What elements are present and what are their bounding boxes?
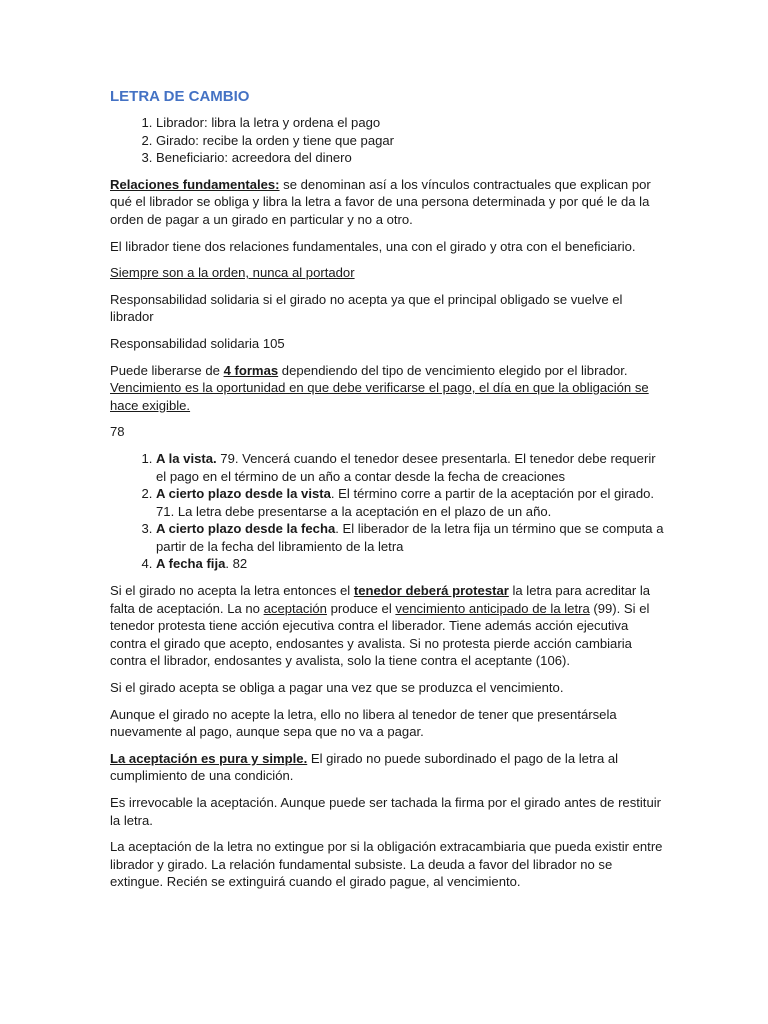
paragraph-protesto	[110, 582, 668, 670]
text-segment: produce el	[326, 600, 396, 616]
text-relaciones: se denominan así a los vínculos contractuales que explican por qué el librador se obliga y libra la letra a favor de una persona determinada y por qué le da la orden de pagar a un girado en particular y no a otro.	[110, 176, 651, 227]
vencimiento-definition: Vencimiento es la oportunidad en que debe verificarse el pago, el día en que la obligación se hace exigible.	[110, 380, 649, 413]
term-4-formas: 4 formas	[223, 362, 279, 378]
list-item	[156, 485, 668, 520]
term-tenedor-protestar: tenedor deberá protestar	[353, 583, 509, 599]
paragraph-liberarse	[110, 362, 668, 415]
text-segment: (99). Si el tenedor protesta tiene acción ejecutiva contra el liberador. Tiene además acción ejecutiva contra el girado que acepto, endosantes y avalista. Si no protesta pierde acción cambiaria contra el librador, endosantes y avalista, solo la tiene contra el aceptante (106).	[110, 600, 650, 669]
paragraph-responsabilidad: Responsabilidad solidaria si el girado no acepta ya que el principal obligado se vuelve el librador	[110, 291, 623, 325]
paragraph-extingue: La aceptación de la letra no extingue por si la obligación extracambiaria que pueda existir entre librador y girado. La relación fundamental subsiste. La deuda a favor del librador no se extingue. Recién se extinguirá cuando el girado pague, al vencimiento.	[110, 839, 663, 890]
formas-list	[110, 450, 668, 573]
list-item: 1. Librador: libra la letra y ordena el pago	[156, 114, 668, 132]
term-vencimiento-anticipado: vencimiento anticipado de la letra	[395, 600, 590, 616]
list-item: 3. Beneficiario: acreedora del dinero	[156, 149, 668, 167]
forma-text: . El término corre a partir de la aceptación por el girado. 71. La letra debe presentarse a la aceptación en el plazo de un año.	[156, 486, 655, 519]
forma-title: A la vista.	[156, 450, 217, 466]
paragraph-acepta: Si el girado acepta se obliga a pagar una vez que se produzca el vencimiento.	[110, 680, 564, 696]
text-segment: dependiendo del tipo de vencimiento elegido por el librador.	[278, 362, 628, 378]
forma-title: A cierto plazo desde la vista	[156, 486, 331, 502]
paragraph-dos-relaciones: El librador tiene dos relaciones fundamentales, una con el girado y otra con el beneficiario.	[110, 238, 636, 254]
term-relaciones: Relaciones fundamentales:	[110, 176, 280, 192]
term-aceptacion: aceptación	[263, 600, 327, 616]
text-segment: Si el girado no acepta la letra entonces el	[110, 583, 354, 599]
parties-list	[110, 114, 668, 167]
paragraph-irrevocable: Es irrevocable la aceptación. Aunque puede ser tachada la firma por el girado antes de restituir la letra.	[110, 795, 661, 828]
paragraph-78: 78	[110, 424, 125, 440]
forma-text: 79. Vencerá cuando el tenedor desee presentarla. El tenedor debe requerir el pago en el término de un año a contar desde la fecha de creaciones	[156, 450, 656, 484]
term-pura-simple: La aceptación es pura y simple.	[110, 750, 308, 766]
paragraph-aunque: Aunque el girado no acepte la letra, ello no libera al tenedor de tener que presentársela nuevamente al pago, aunque sepa que no va a pagar.	[110, 706, 617, 740]
forma-title: A cierto plazo desde la fecha	[156, 521, 336, 537]
paragraph-responsabilidad-105: Responsabilidad solidaria 105	[110, 335, 285, 351]
list-item	[156, 555, 668, 573]
list-item: 2. Girado: recibe la orden y tiene que pagar	[156, 132, 668, 150]
paragraph-pura-simple	[110, 750, 668, 785]
forma-text: . 82	[225, 556, 248, 572]
text-segment: El girado no puede subordinado el pago de la letra al cumplimiento de una condición.	[110, 750, 619, 784]
forma-text: . El liberador de la letra fija un término que se computa a partir de la fecha del libramiento de la letra	[156, 521, 664, 554]
paragraph-siempre: Siempre son a la orden, nunca al portador	[110, 265, 355, 281]
list-item	[156, 450, 668, 485]
paragraph-relaciones	[110, 176, 668, 229]
list-item	[156, 520, 668, 555]
text-segment: la letra para acreditar la falta de aceptación. La no	[110, 583, 651, 616]
forma-title: A fecha fija	[156, 556, 226, 572]
text-segment: Puede liberarse de	[110, 362, 224, 378]
document-title: LETRA DE CAMBIO	[110, 88, 250, 105]
